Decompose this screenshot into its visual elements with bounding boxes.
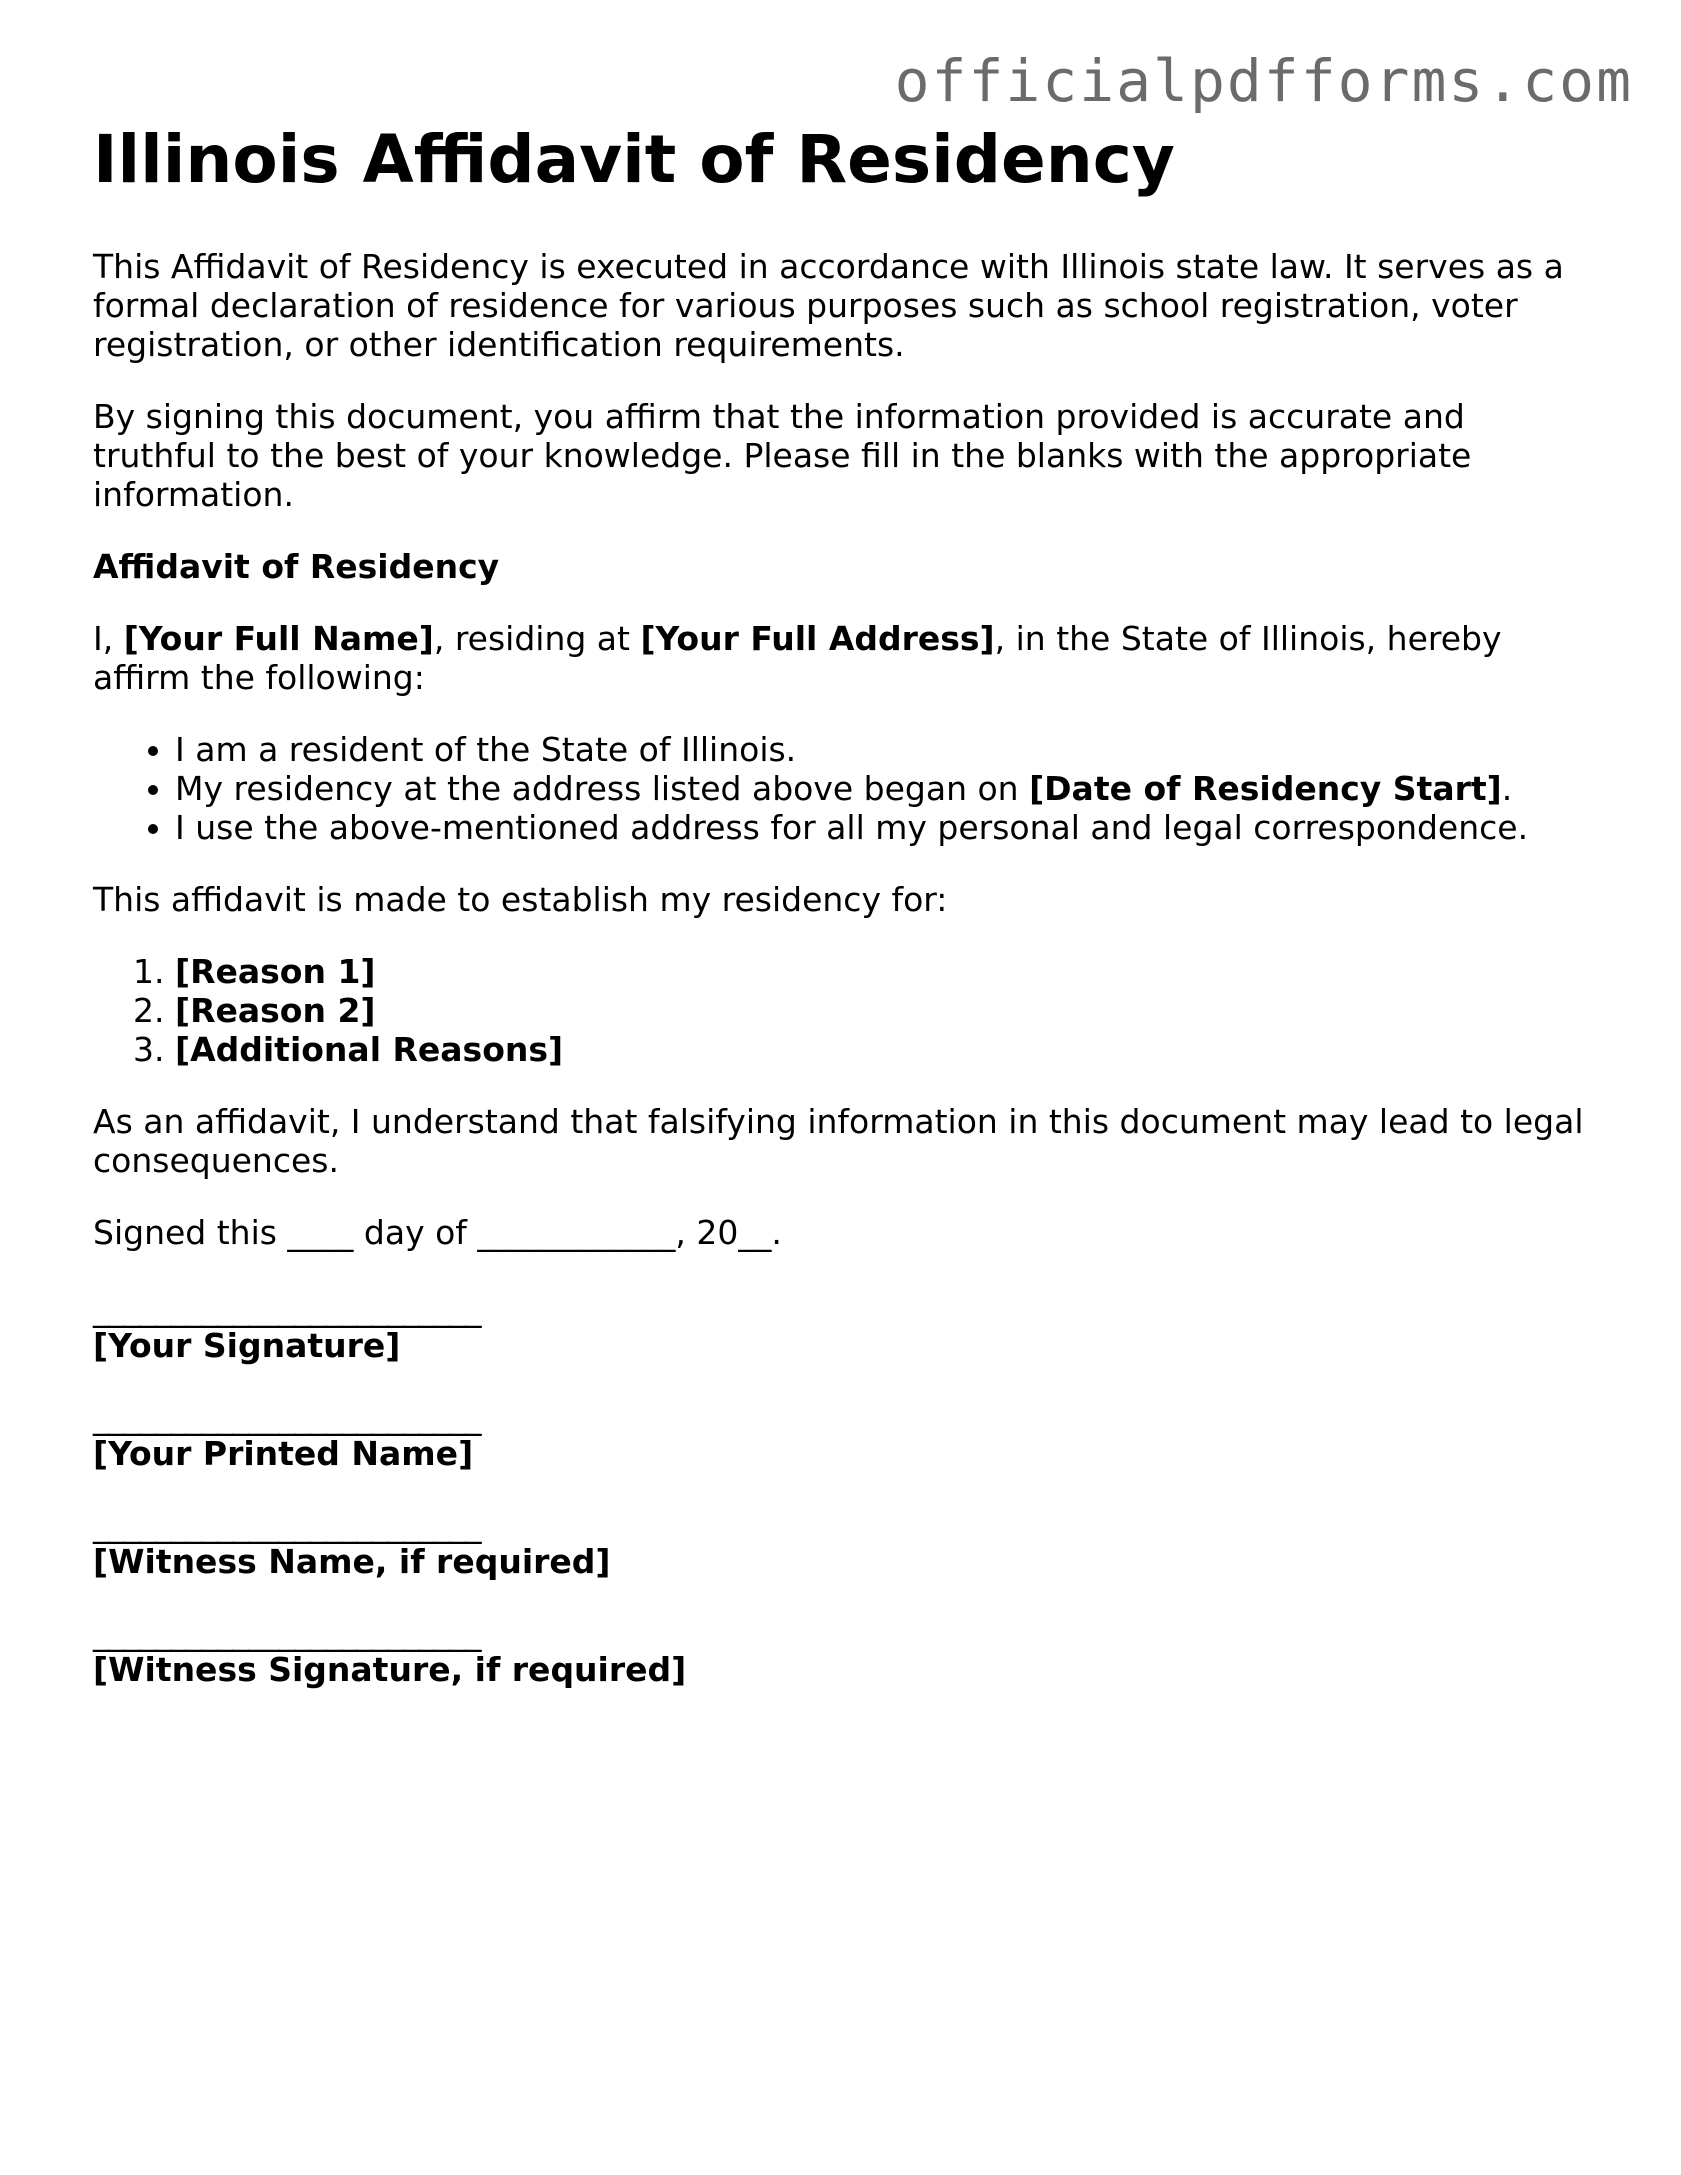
signature-line: _________________________ (93, 1289, 481, 1328)
affirmation-item-2-prefix: My residency at the address listed above began on (175, 769, 1030, 808)
witness-signature-line: _________________________ (93, 1613, 481, 1652)
full-address-placeholder: [Your Full Address] (640, 619, 995, 658)
printed-name-label: [Your Printed Name] (93, 1434, 474, 1473)
reason-item-2 (175, 991, 1593, 1030)
reason-2-placeholder: [Reason 2] (175, 991, 376, 1030)
witness-signature-block (93, 1613, 1593, 1689)
intro-paragraph-2: By signing this document, you affirm that the information provided is accurate and truthful to the best of your knowledge. Please fill in the blanks with the appropriate information. (93, 397, 1472, 514)
consequence-paragraph: As an affidavit, I understand that falsifying information in this document may lead to legal consequences. (93, 1102, 1584, 1180)
purpose-intro: This affidavit is made to establish my residency for: (93, 880, 948, 919)
reason-item-3 (175, 1030, 1593, 1069)
section-title: Affidavit of Residency (93, 547, 500, 586)
printed-name-block (93, 1397, 1593, 1473)
affirmation-item-2-suffix: . (1501, 769, 1513, 808)
reason-item-1 (175, 952, 1593, 991)
reason-list (93, 952, 1593, 1069)
document-body (93, 118, 1593, 1689)
declaration-prefix: I, (93, 619, 124, 658)
witness-name-line: _________________________ (93, 1505, 481, 1544)
reason-1-placeholder: [Reason 1] (175, 952, 376, 991)
signature-block (93, 1289, 1593, 1365)
affirmation-item-2 (175, 769, 1593, 808)
declaration-paragraph (93, 619, 1593, 697)
affirmation-item-1: • I am a resident of the State of Illinois. (175, 730, 1593, 769)
intro-paragraph-1: This Affidavit of Residency is executed in accordance with Illinois state law. It serves as a formal declaration of residence for various purposes such as school registration, voter registration, or other identification requirements. (93, 247, 1564, 364)
full-name-placeholder: [Your Full Name] (123, 619, 434, 658)
document-title: Illinois Affidavit of Residency (93, 121, 1175, 198)
affirmation-list (93, 730, 1593, 847)
printed-name-line: _________________________ (93, 1397, 481, 1436)
watermark: officialpdfforms.com (894, 47, 1633, 115)
declaration-suffix: , in the State of Illinois, hereby affirm the following: (93, 619, 1502, 697)
affirmation-item-3: • I use the above-mentioned address for all my personal and legal correspondence. (175, 808, 1593, 847)
declaration-middle: , residing at (433, 619, 641, 658)
witness-name-label: [Witness Name, if required] (93, 1542, 611, 1581)
residency-start-placeholder: [Date of Residency Start] (1029, 769, 1502, 808)
signed-date-line: Signed this ____ day of ____________, 20__. (93, 1213, 782, 1252)
signature-label: [Your Signature] (93, 1326, 401, 1365)
reason-3-placeholder: [Additional Reasons] (175, 1030, 564, 1069)
witness-name-block (93, 1505, 1593, 1581)
witness-signature-label: [Witness Signature, if required] (93, 1650, 687, 1689)
